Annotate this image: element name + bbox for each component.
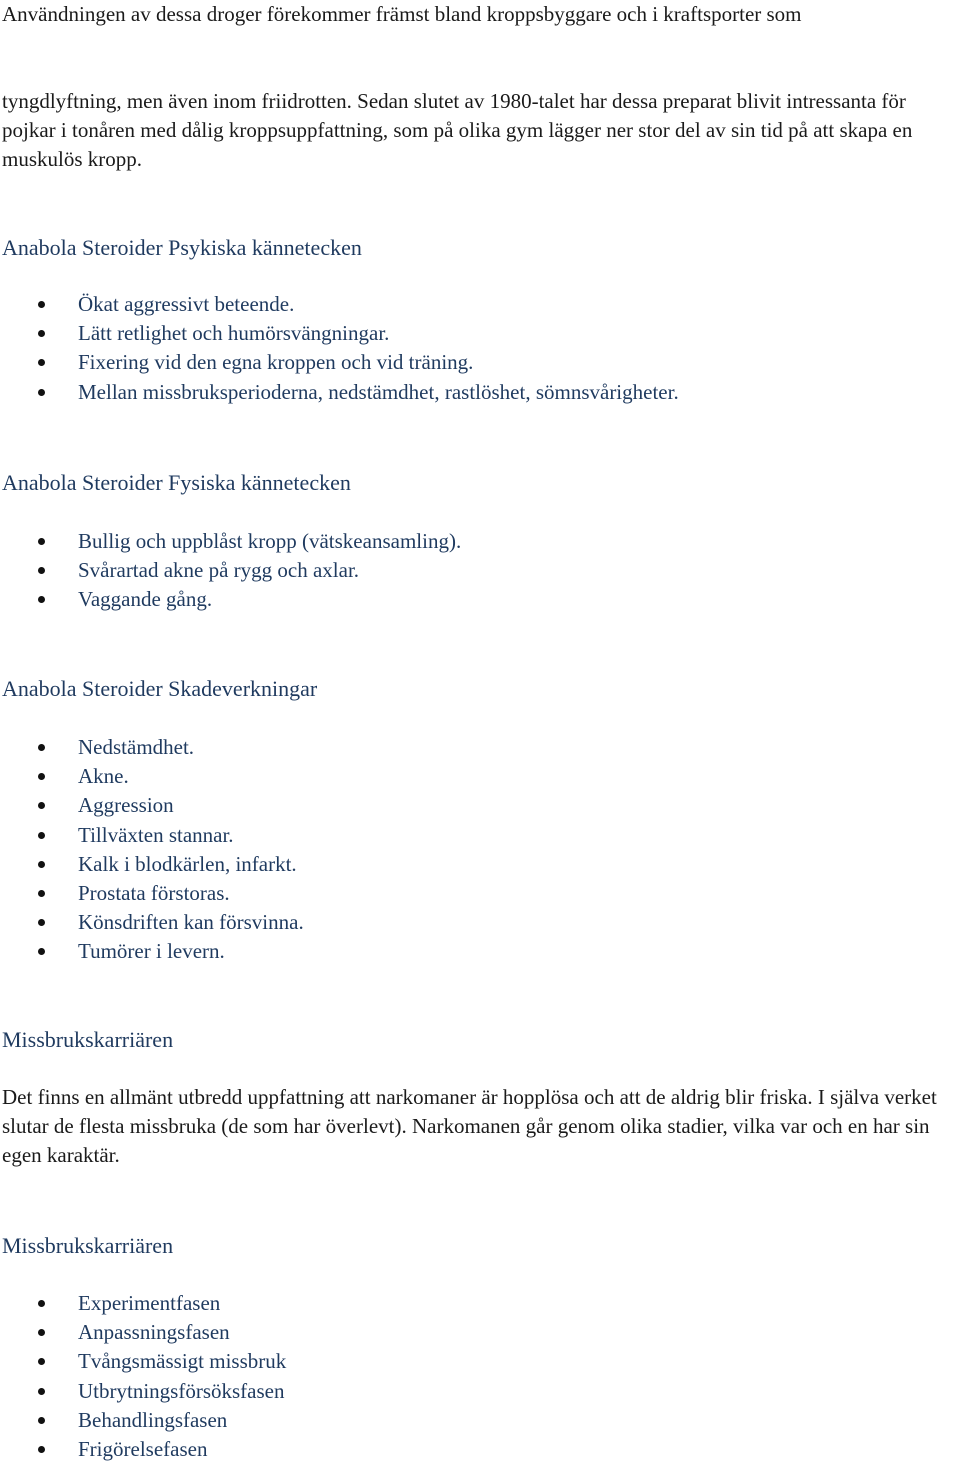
list-item: Svårartad akne på rygg och axlar. [0, 556, 461, 585]
list-item: Akne. [0, 762, 304, 791]
section-heading-missbrukskarriaren-1: Missbrukskarriären [2, 1027, 174, 1052]
bullet-icon [38, 1417, 45, 1424]
list-item: Fixering vid den egna kroppen och vid träning. [0, 348, 679, 377]
bullet-icon [38, 802, 45, 809]
bullet-icon [38, 359, 45, 366]
list-skadeverkningar [0, 733, 304, 967]
bullet-icon [38, 919, 45, 926]
list-item: Vaggande gång. [0, 585, 461, 614]
intro-paragraph-line1: Användningen av dessa droger förekommer främst bland kroppsbyggare och i kraftsporter som [2, 2, 802, 26]
bullet-icon [38, 948, 45, 955]
list-item: Prostata förstoras. [0, 879, 304, 908]
list-item: Könsdriften kan försvinna. [0, 908, 304, 937]
missbrukskarriaren-paragraph: Det finns en allmänt utbredd uppfattning att narkomaner är hopplösa och att de aldrig blir friska. I själva verket slutar de flesta missbruka (de som har överlevt). Narkomanen går genom olika stadier, vilka var och en har sin egen karaktär. [2, 1085, 937, 1167]
list-item: Tvångsmässigt missbruk [0, 1347, 286, 1376]
section-heading-fysiska: Anabola Steroider Fysiska kännetecken [2, 470, 351, 495]
list-psykiska [0, 290, 679, 407]
bullet-icon [38, 567, 45, 574]
bullet-icon [38, 1329, 45, 1336]
bullet-icon [38, 1300, 45, 1307]
list-item: Nedstämdhet. [0, 733, 304, 762]
bullet-icon [38, 861, 45, 868]
list-item: Aggression [0, 791, 304, 820]
list-item: Bullig och uppblåst kropp (vätskeansamling). [0, 527, 461, 556]
list-item: Lätt retlighet och humörsvängningar. [0, 319, 679, 348]
bullet-icon [38, 301, 45, 308]
bullet-icon [38, 744, 45, 751]
bullet-icon [38, 1388, 45, 1395]
bullet-icon [38, 832, 45, 839]
list-item: Frigörelsefasen [0, 1435, 286, 1464]
bullet-icon [38, 596, 45, 603]
section-heading-missbrukskarriaren-2: Missbrukskarriären [2, 1233, 174, 1258]
section-heading-psykiska: Anabola Steroider Psykiska kännetecken [2, 235, 362, 260]
list-item: Behandlingsfasen [0, 1406, 286, 1435]
bullet-icon [38, 330, 45, 337]
bullet-icon [38, 1446, 45, 1453]
list-item: Kalk i blodkärlen, infarkt. [0, 850, 304, 879]
bullet-icon [38, 890, 45, 897]
list-fysiska [0, 527, 461, 615]
bullet-icon [38, 1358, 45, 1365]
list-missbrukskarriaren [0, 1289, 286, 1464]
list-item: Tillväxten stannar. [0, 821, 304, 850]
bullet-icon [38, 389, 45, 396]
list-item: Utbrytningsförsöksfasen [0, 1377, 286, 1406]
list-item: Tumörer i levern. [0, 937, 304, 966]
list-item: Experimentfasen [0, 1289, 286, 1318]
list-item: Anpassningsfasen [0, 1318, 286, 1347]
list-item: Mellan missbruksperioderna, nedstämdhet, rastlöshet, sömnsvårigheter. [0, 378, 679, 407]
bullet-icon [38, 773, 45, 780]
section-heading-skadeverkningar: Anabola Steroider Skadeverkningar [2, 676, 318, 701]
intro-paragraph: tyngdlyftning, men även inom friidrotten. Sedan slutet av 1980-talet har dessa preparat blivit intressanta för pojkar i tonåren med dålig kroppsuppfattning, som på olika gym lägger ner stor del av sin tid på att skapa en muskulös kropp. [2, 89, 913, 171]
list-item: Ökat aggressivt beteende. [0, 290, 679, 319]
bullet-icon [38, 538, 45, 545]
